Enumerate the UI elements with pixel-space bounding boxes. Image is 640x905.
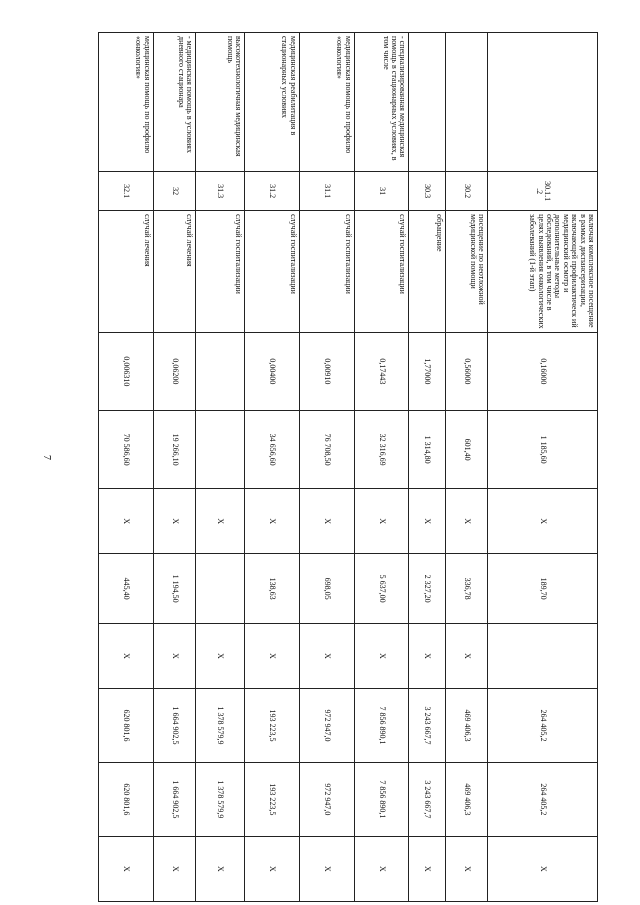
row-name: медицинская помощь по профилю «онкология» xyxy=(299,33,354,172)
row-norm xyxy=(196,332,245,410)
row-percent: X xyxy=(153,836,196,901)
row-unit: случай госпитализации xyxy=(299,211,354,333)
row-percent: X xyxy=(354,836,409,901)
row-norm: 0,00400 xyxy=(245,332,300,410)
row-cost-alt: X xyxy=(445,489,488,554)
row-per-capita: 2 327,20 xyxy=(409,554,446,624)
row-per-capita: 1 194,50 xyxy=(153,554,196,624)
table-row xyxy=(99,33,154,902)
row-cost: 76 708,50 xyxy=(299,410,354,488)
row-cost: 34 656,60 xyxy=(245,410,300,488)
page-number: 7 xyxy=(41,455,52,460)
row-per-capita: 138,63 xyxy=(245,554,300,624)
row-percent: X xyxy=(245,836,300,901)
row-cost-alt: X xyxy=(409,489,446,554)
row-number: 31.2 xyxy=(245,172,300,211)
row-number: 30.1.1 .2 xyxy=(488,172,598,211)
row-norm: 0,006310 xyxy=(99,332,154,410)
row-cost xyxy=(196,410,245,488)
row-per-capita: 5 637,00 xyxy=(354,554,409,624)
row-per-capita-alt: X xyxy=(354,623,409,688)
row-cost-alt: X xyxy=(245,489,300,554)
table-body xyxy=(99,33,598,902)
row-name: медицинская помощь по профилю «онкология» xyxy=(99,33,154,172)
table-row xyxy=(245,33,300,902)
row-sum: 3 243 667,7 xyxy=(409,689,446,763)
row-sum-total: 469 406,3 xyxy=(445,762,488,836)
row-cost: 19 266,10 xyxy=(153,410,196,488)
row-per-capita: 336,78 xyxy=(445,554,488,624)
row-percent: X xyxy=(409,836,446,901)
row-cost: 601,40 xyxy=(445,410,488,488)
row-per-capita-alt: X xyxy=(445,623,488,688)
row-number: 30.3 xyxy=(409,172,446,211)
row-per-capita-alt: X xyxy=(99,623,154,688)
row-sum-total: 1 664 902,5 xyxy=(153,762,196,836)
table-row xyxy=(299,33,354,902)
row-norm: 0,56000 xyxy=(445,332,488,410)
table-row xyxy=(445,33,488,902)
row-per-capita-alt: X xyxy=(245,623,300,688)
row-cost-alt: X xyxy=(488,489,598,554)
row-percent: X xyxy=(196,836,245,901)
table-row xyxy=(196,33,245,902)
row-sum-total: 193 223,5 xyxy=(245,762,300,836)
row-sum: 193 223,5 xyxy=(245,689,300,763)
row-name: - медицинская помощь в условиях дневного стационара xyxy=(153,33,196,172)
row-per-capita: 698,05 xyxy=(299,554,354,624)
row-norm: 0,17443 xyxy=(354,332,409,410)
row-per-capita-alt xyxy=(488,623,598,688)
row-name xyxy=(488,33,598,172)
row-unit: случай госпитализации xyxy=(245,211,300,333)
row-cost: 1 314,80 xyxy=(409,410,446,488)
row-name: - специализированная медицинская помощь в стационарных условиях, в том числе xyxy=(354,33,409,172)
row-unit: обращение xyxy=(409,211,446,333)
table-row xyxy=(153,33,196,902)
row-sum: 1 378 579,9 xyxy=(196,689,245,763)
row-cost-alt: X xyxy=(299,489,354,554)
row-name: высокотехнологичная медицинская помощь xyxy=(196,33,245,172)
row-sum: 264 405,2 xyxy=(488,689,598,763)
row-norm: 1,77000 xyxy=(409,332,446,410)
table-row xyxy=(488,33,598,902)
row-percent: X xyxy=(299,836,354,901)
row-unit: случай лечения xyxy=(99,211,154,333)
row-unit: посещение по неотложной медицинской помощи xyxy=(445,211,488,333)
row-cost: 70 586,60 xyxy=(99,410,154,488)
row-cost-alt: X xyxy=(99,489,154,554)
row-unit: случай лечения xyxy=(153,211,196,333)
row-name: медицинская реабилитация в стационарных условиях xyxy=(245,33,300,172)
row-per-capita: 189,70 xyxy=(488,554,598,624)
row-per-capita-alt: X xyxy=(196,623,245,688)
row-per-capita-alt: X xyxy=(299,623,354,688)
row-sum: 972 947,0 xyxy=(299,689,354,763)
row-sum-total: 3 243 667,7 xyxy=(409,762,446,836)
row-cost: 32 316,69 xyxy=(354,410,409,488)
row-unit: случай госпитализации xyxy=(196,211,245,333)
table-row xyxy=(409,33,446,902)
cost-table xyxy=(98,32,598,902)
row-number: 31 xyxy=(354,172,409,211)
row-percent: X xyxy=(99,836,154,901)
row-name xyxy=(409,33,446,172)
row-cost-alt: X xyxy=(354,489,409,554)
row-sum: 7 856 890,1 xyxy=(354,689,409,763)
row-number: 31.3 xyxy=(196,172,245,211)
row-number: 30.2 xyxy=(445,172,488,211)
row-cost-alt: X xyxy=(153,489,196,554)
row-percent: X xyxy=(445,836,488,901)
row-cost-alt: X xyxy=(196,489,245,554)
row-sum-total: 620 801,6 xyxy=(99,762,154,836)
row-per-capita-alt: X xyxy=(409,623,446,688)
row-per-capita xyxy=(196,554,245,624)
row-norm: 0,16000 xyxy=(488,332,598,410)
row-sum: 1 664 902,5 xyxy=(153,689,196,763)
row-unit: включая комплексное посещение в рамках диспансеризации, включающей профилактическ ий медицинский осмотр и дополнительные методы обследований, в том числе в целях выявления онкологических заболеваний (1-й этап) xyxy=(488,211,598,333)
row-sum-total: 972 947,0 xyxy=(299,762,354,836)
row-sum-total: 7 856 890,1 xyxy=(354,762,409,836)
row-sum: 469 406,3 xyxy=(445,689,488,763)
row-sum: 620 801,6 xyxy=(99,689,154,763)
row-per-capita-alt: X xyxy=(153,623,196,688)
row-sum-total: 1 378 579,9 xyxy=(196,762,245,836)
row-norm: 0,06200 xyxy=(153,332,196,410)
row-number: 31.1 xyxy=(299,172,354,211)
row-norm: 0,00910 xyxy=(299,332,354,410)
row-number: 32.1 xyxy=(99,172,154,211)
rotated-table-container xyxy=(98,32,598,902)
row-sum-total: 264 405,2 xyxy=(488,762,598,836)
row-percent: X xyxy=(488,836,598,901)
row-unit: случай госпитализации xyxy=(354,211,409,333)
table-row xyxy=(354,33,409,902)
row-number: 32 xyxy=(153,172,196,211)
row-cost: 1 185,60 xyxy=(488,410,598,488)
row-per-capita: 445,40 xyxy=(99,554,154,624)
row-name xyxy=(445,33,488,172)
